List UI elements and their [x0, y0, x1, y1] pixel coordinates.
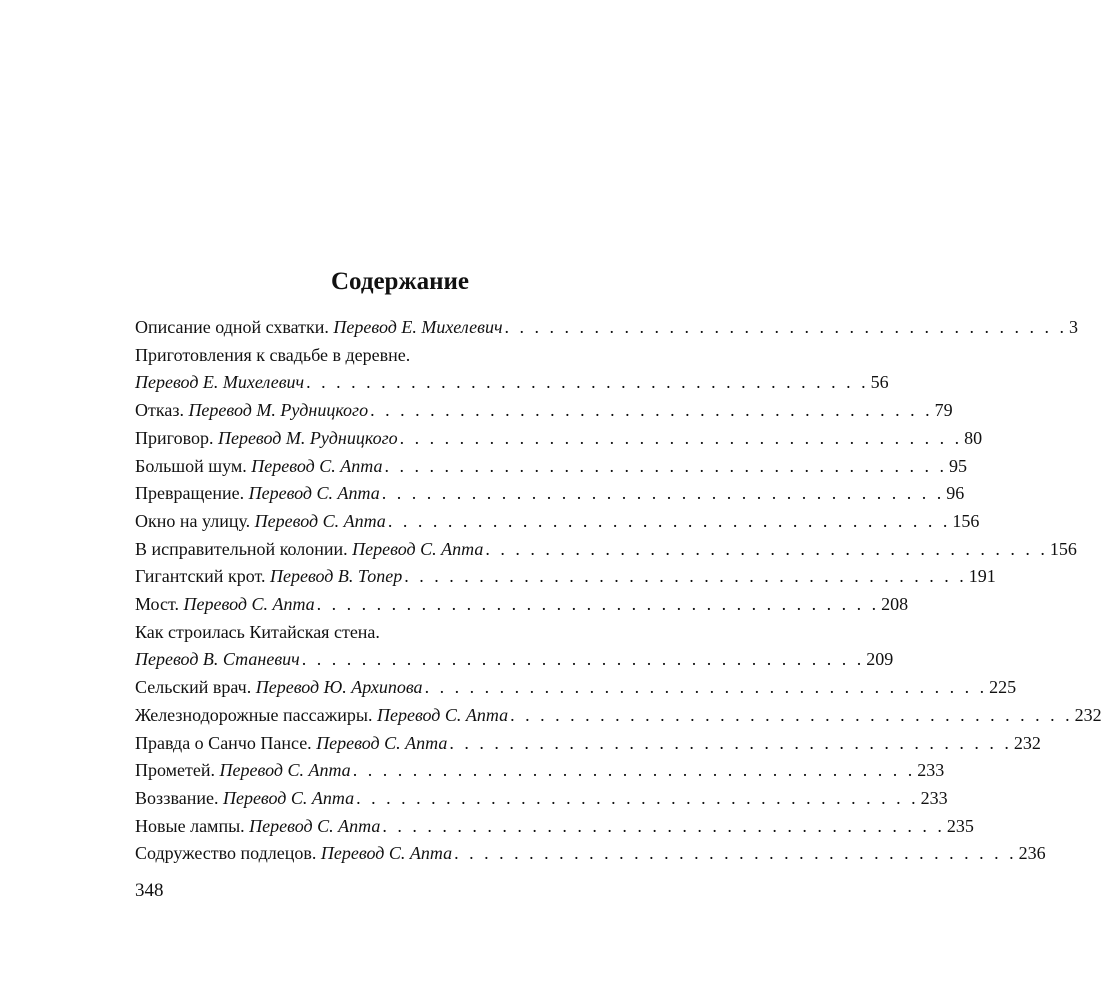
entry-page: 156	[952, 510, 980, 531]
entry-page: 235	[946, 815, 974, 836]
dot-leader: . . . . . . . . . . . . . . . . . . . . . . . . . . . . . . . . . . . . . .	[399, 427, 963, 448]
entry-translator: Перевод С. Апта	[249, 815, 381, 836]
entry-title: Отказ.	[135, 400, 184, 421]
entry-title: Большой шум.	[135, 455, 247, 476]
entry-translator: Перевод Ю. Архипова	[255, 677, 423, 698]
entry-page: 232	[1074, 704, 1102, 725]
dot-leader: . . . . . . . . . . . . . . . . . . . . . . . . . . . . . . . . . . . . . .	[382, 815, 945, 836]
dot-leader: . . . . . . . . . . . . . . . . . . . . . . . . . . . . . . . . . . . . . .	[306, 372, 869, 393]
entry-title: Гигантский крот.	[135, 566, 266, 587]
dot-leader: . . . . . . . . . . . . . . . . . . . . . . . . . . . . . . . . . . . . . .	[387, 510, 951, 531]
entry-page: 208	[881, 594, 909, 615]
toc-entry	[135, 619, 894, 674]
page-title: Содержание	[330, 268, 469, 295]
toc-entry	[135, 425, 983, 453]
dot-leader: . . . . . . . . . . . . . . . . . . . . . . . . . . . . . . . . . . . . . .	[356, 787, 919, 808]
entry-title: Описание одной схватки.	[135, 317, 329, 337]
toc-entry	[135, 813, 974, 841]
entry-page: 236	[1018, 843, 1046, 864]
entry-title: Сельский врач.	[135, 677, 252, 698]
entry-page: 233	[917, 760, 945, 781]
entry-translator: Перевод С. Апта	[316, 732, 448, 753]
entry-title: Приговор.	[135, 427, 214, 448]
entry-title: Правда о Санчо Пансе.	[135, 732, 312, 753]
entry-translator: Перевод С. Апта	[254, 510, 386, 531]
entry-title: Прометей.	[135, 760, 216, 781]
dot-leader: . . . . . . . . . . . . . . . . . . . . . . . . . . . . . . . . . . . . . .	[301, 649, 865, 670]
entry-translator: Перевод С. Апта	[222, 787, 355, 808]
page-number: 348	[135, 880, 164, 901]
toc-entry	[135, 840, 1046, 868]
toc-entry	[135, 674, 1017, 702]
entry-translator: Перевод Е. Михелевич	[135, 372, 305, 393]
entry-translator: Перевод С. Апта	[376, 704, 509, 725]
entry-title: Превращение.	[135, 483, 245, 504]
toc-entry	[135, 757, 945, 785]
entry-page: 156	[1049, 538, 1077, 559]
entry-page: 56	[870, 372, 889, 393]
entry-translator: Перевод С. Апта	[219, 760, 351, 781]
dot-leader: . . . . . . . . . . . . . . . . . . . . . . . . . . . . . . . . . . . . . .	[424, 677, 988, 698]
entry-title: Мост.	[135, 594, 180, 615]
toc-entry	[135, 591, 909, 619]
dot-leader: . . . . . . . . . . . . . . . . . . . . . . . . . . . . . . . . . . . . . .	[352, 760, 916, 781]
toc-entry	[135, 508, 980, 536]
dot-leader: . . . . . . . . . . . . . . . . . . . . . . . . . . . . . . . . . . . . . .	[381, 483, 945, 504]
toc-entry	[135, 314, 1079, 342]
entry-title: Содружество подлецов.	[135, 843, 317, 864]
entry-page: 225	[989, 677, 1017, 698]
toc-entry	[135, 702, 1102, 730]
toc-entry	[135, 480, 965, 508]
entry-translator: Перевод Е. Михелевич	[333, 317, 503, 337]
entry-translator: Перевод С. Апта	[248, 483, 380, 504]
entry-title: Железнодорожные пассажиры.	[135, 704, 373, 725]
entry-title: Как строилась Китайская стена.	[135, 621, 380, 642]
toc-entry	[135, 730, 1041, 758]
entry-translator: Перевод В. Станевич	[135, 649, 300, 670]
entry-translator: Перевод С. Апта	[320, 843, 453, 864]
toc-entry	[135, 342, 889, 397]
toc-entry	[135, 453, 967, 481]
dot-leader: . . . . . . . . . . . . . . . . . . . . . . . . . . . . . . . . . . . . . .	[510, 704, 1073, 725]
entry-translator: Перевод С. Апта	[352, 538, 484, 559]
table-of-contents	[135, 314, 1102, 868]
dot-leader: . . . . . . . . . . . . . . . . . . . . . . . . . . . . . . . . . . . . . .	[454, 843, 1017, 864]
entry-title: Воззвание.	[135, 787, 219, 808]
entry-translator: Перевод М. Рудницкого	[188, 400, 369, 421]
entry-title: В исправительной колонии.	[135, 538, 348, 559]
entry-title: Окно на улицу.	[135, 510, 251, 531]
entry-translator: Перевод С. Апта	[251, 455, 383, 476]
entry-translator: Перевод С. Апта	[183, 594, 315, 615]
dot-leader: . . . . . . . . . . . . . . . . . . . . . . . . . . . . . . . . . . . . . .	[504, 317, 1068, 337]
dot-leader: . . . . . . . . . . . . . . . . . . . . . . . . . . . . . . . . . . . . . .	[449, 732, 1012, 753]
entry-page: 191	[968, 566, 996, 587]
entry-page: 95	[948, 455, 967, 476]
entry-page: 233	[920, 787, 948, 808]
entry-page: 232	[1013, 732, 1041, 753]
toc-entry	[135, 397, 953, 425]
dot-leader: . . . . . . . . . . . . . . . . . . . . . . . . . . . . . . . . . . . . . .	[404, 566, 967, 587]
entry-title: Новые лампы.	[135, 815, 245, 836]
dot-leader: . . . . . . . . . . . . . . . . . . . . . . . . . . . . . . . . . . . . . .	[316, 594, 880, 615]
toc-entry	[135, 536, 1077, 564]
toc-entry	[135, 563, 996, 591]
toc-entry	[135, 785, 948, 813]
entry-page: 96	[946, 483, 965, 504]
dot-leader: . . . . . . . . . . . . . . . . . . . . . . . . . . . . . . . . . . . . . .	[384, 455, 947, 476]
dot-leader: . . . . . . . . . . . . . . . . . . . . . . . . . . . . . . . . . . . . . .	[370, 400, 933, 421]
entry-translator: Перевод М. Рудницкого	[217, 427, 398, 448]
entry-translator: Перевод В. Топер	[269, 566, 403, 587]
entry-title: Приготовления к свадьбе в деревне.	[135, 344, 411, 365]
dot-leader: . . . . . . . . . . . . . . . . . . . . . . . . . . . . . . . . . . . . . .	[485, 538, 1048, 559]
entry-page: 80	[964, 427, 983, 448]
entry-page: 79	[934, 400, 953, 421]
entry-page: 3	[1069, 317, 1079, 337]
entry-page: 209	[866, 649, 894, 670]
